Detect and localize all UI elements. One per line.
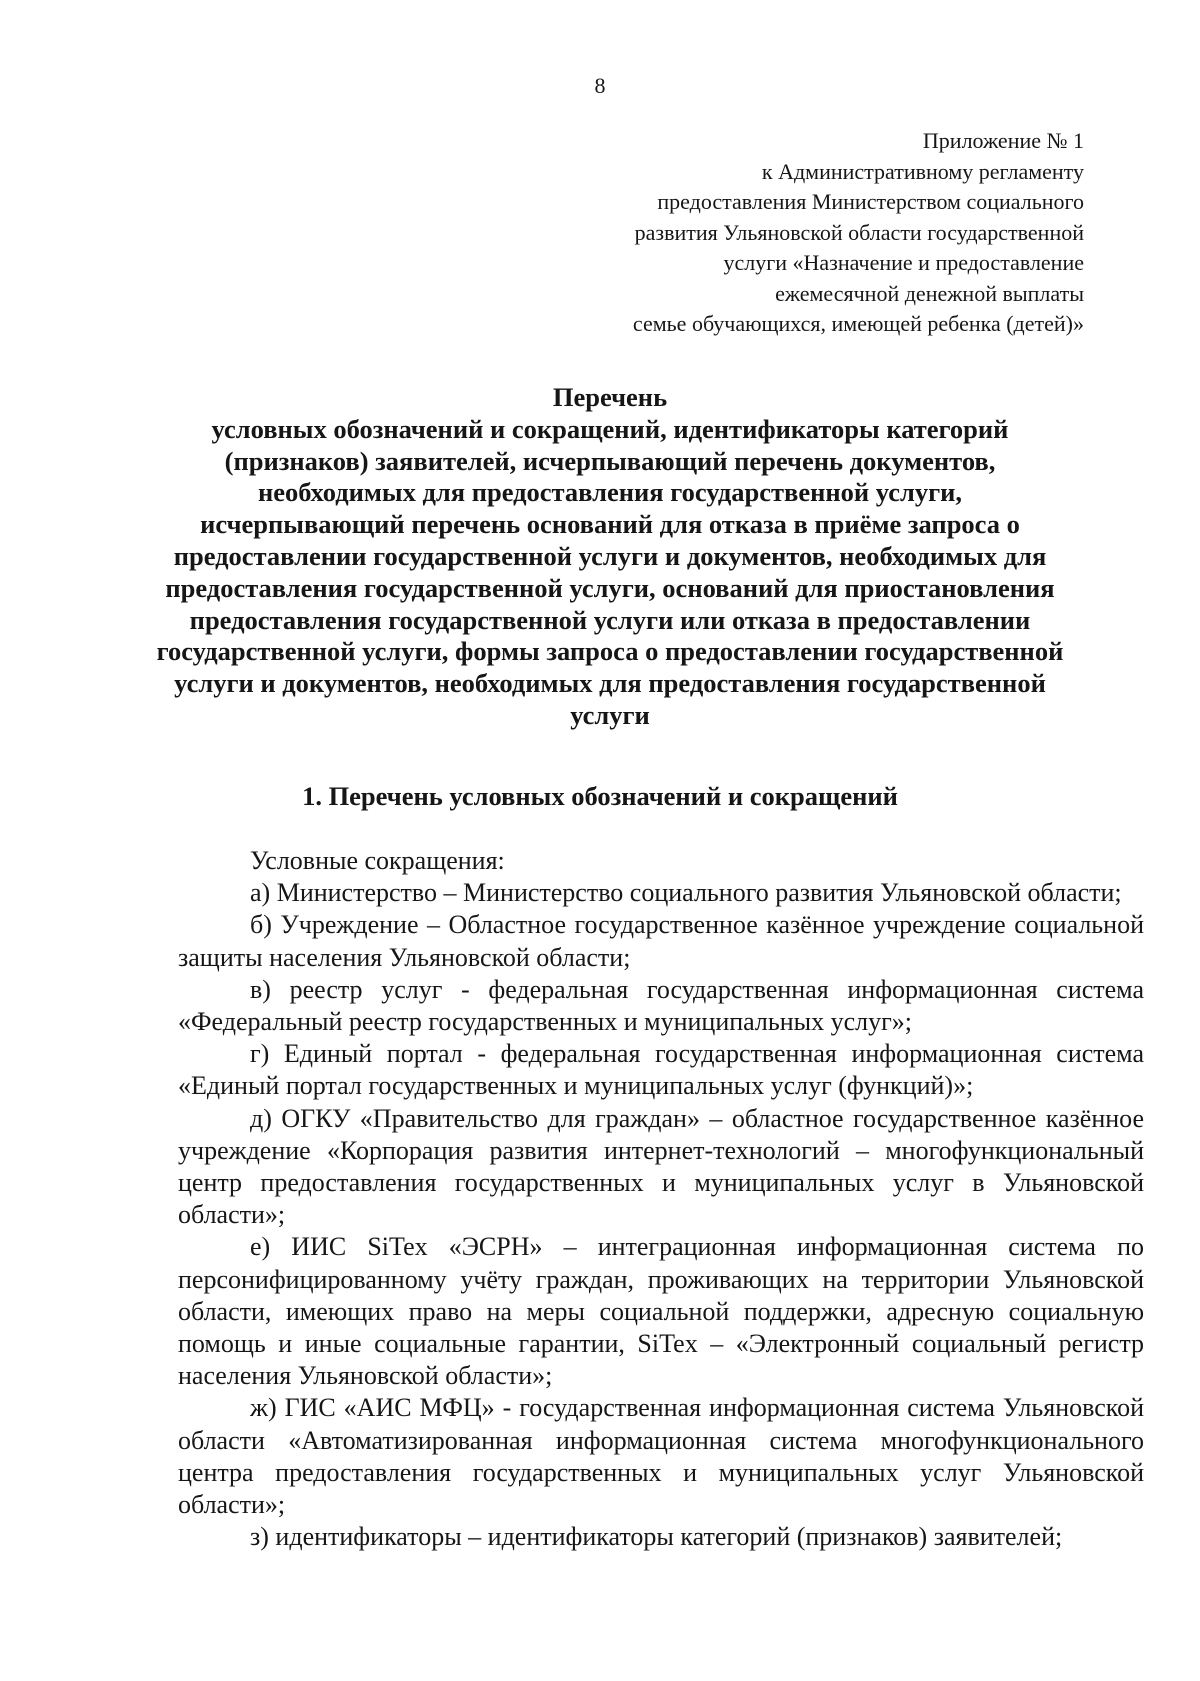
title-line: условных обозначений и сокращений, идентификаторы категорий: [211, 413, 1009, 444]
appendix-line: услуги «Назначение и предоставление: [723, 250, 1084, 275]
appendix-line: семье обучающихся, имеющей ребенка (детей)»: [632, 311, 1084, 336]
abbreviation-item: б) Учреждение – Областное государственное казённое учреждение социальной защиты населения Ульяновской области;: [178, 910, 1144, 972]
title-line: необходимых для предоставления государственной услуги,: [257, 477, 963, 508]
title-line: Перечень: [552, 382, 668, 412]
title-line: услуги и документов, необходимых для предоставления государственной: [174, 668, 1046, 699]
appendix-line: ежемесячной денежной выплаты: [775, 280, 1084, 306]
appendix-header: [484, 126, 1084, 340]
abbreviation-item: ж) ГИС «АИС МФЦ» - государственная информационная система Ульяновской области «Автоматизированная информационная система многофункционального центра предоставления государственных и муниципальных услуг Ульяновской области»;: [178, 1393, 1144, 1520]
abbreviation-item: е) ИИС SiTex «ЭСРН» – интеграционная информационная система по персонифицированному учёту граждан, проживающих на территории Ульяновской области, имеющих право на меры социальной поддержки, адресную социальную помощь и иные социальные гарантии, SiTex – «Электронный социальный регистр населения Ульяновской области»;: [178, 1232, 1144, 1391]
title-line: предоставления государственной услуги или отказа в предоставлении: [189, 604, 1031, 635]
abbreviation-item: а) Министерство – Министерство социального развития Ульяновской области;: [250, 878, 1122, 908]
abbreviation-item: г) Единый портал - федеральная государственная информационная система «Единый портал государственных и муниципальных услуг (функций)»;: [178, 1039, 1144, 1101]
appendix-line: Приложение № 1: [922, 128, 1084, 153]
section-heading: 1. Перечень условных обозначений и сокращений: [302, 781, 898, 811]
appendix-line: к Административному регламенту: [761, 158, 1084, 184]
document-title: [140, 382, 1080, 732]
abbreviation-item: в) реестр услуг - федеральная государственная информационная система «Федеральный реестр государственных и муниципальных услуг»;: [178, 974, 1144, 1037]
title-line: исчерпывающий перечень оснований для отказа в приёме запроса о: [200, 509, 1020, 540]
appendix-line: развития Ульяновской области государственной: [634, 219, 1084, 245]
appendix-line: предоставления Министерством социального: [657, 189, 1084, 214]
abbreviations-intro: Условные сокращения:: [250, 846, 505, 875]
abbreviation-item: з) идентификаторы – идентификаторы категорий (признаков) заявителей;: [250, 1522, 1063, 1552]
page-number: 8: [594, 73, 606, 98]
title-line: услуги: [570, 699, 650, 730]
title-line: предоставлении государственной услуги и документов, необходимых для: [173, 540, 1047, 571]
title-line: государственной услуги, формы запроса о предоставлении государственной: [156, 636, 1064, 667]
title-line: предоставления государственной услуги, оснований для приостановления: [165, 572, 1055, 603]
title-line: (признаков) заявителей, исчерпывающий перечень документов,: [224, 445, 996, 476]
abbreviation-item: д) ОГКУ «Правительство для граждан» – областное государственное казённое учреждение «Корпорация развития интернет-технологий – многофункциональный центр предоставления государственных и муниципальных услуг в Ульяновской области»;: [178, 1103, 1144, 1230]
section-body: [178, 845, 1144, 1553]
